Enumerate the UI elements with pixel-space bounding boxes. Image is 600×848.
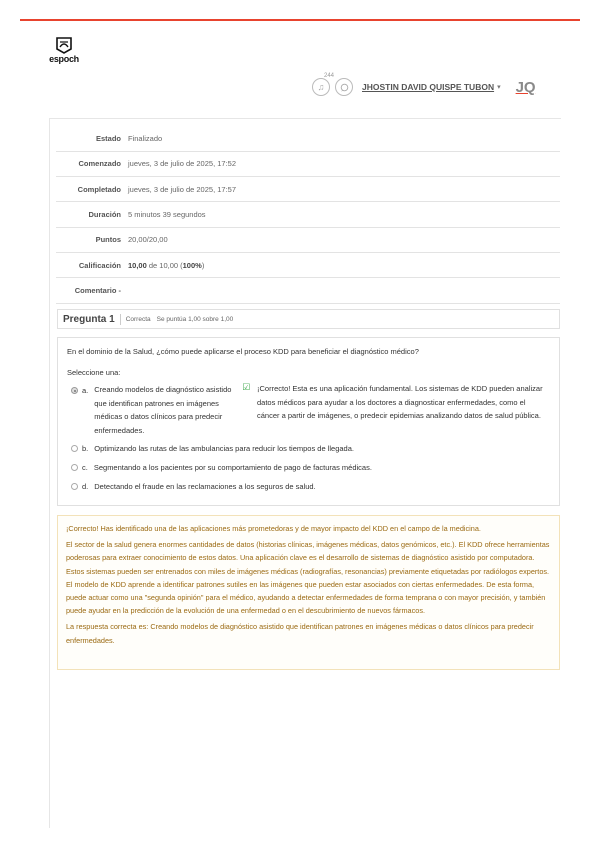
chat-icon: [340, 83, 349, 92]
summary-label: Calificación: [56, 252, 128, 277]
question-body: [57, 337, 560, 506]
summary-label: Duración: [56, 202, 128, 227]
option-text: Creando modelos de diagnóstico asistido que identifican patrones en imágenes médicas o datos clínicos para predecir enfermedades.: [94, 385, 232, 435]
question-number: Pregunta 1: [63, 313, 115, 325]
option-letter: c.: [82, 463, 88, 472]
divider: [120, 314, 121, 325]
summary-value: Finalizado: [128, 126, 560, 151]
grade-out-of: de 10,00 (: [146, 260, 183, 270]
summary-row-completado: [56, 177, 560, 202]
logo-text: espoch: [49, 54, 79, 64]
notifications-button[interactable]: [312, 73, 334, 96]
option-letter: d.: [82, 482, 89, 491]
bell-icon: ♫: [317, 82, 325, 92]
avatar[interactable]: JQ: [515, 78, 536, 96]
option-text: Detectando el fraude en las reclamaciones a los seguros de salud.: [94, 482, 316, 491]
answer-option-a[interactable]: [71, 382, 251, 437]
user-toolbar: [312, 73, 536, 97]
summary-label: Comenzado: [56, 151, 128, 176]
option-letter: b.: [82, 444, 89, 453]
summary-value: [128, 278, 560, 303]
question-grade: Se puntúa 1,00 sobre 1,00: [156, 315, 234, 323]
question-text: En el dominio de la Salud, ¿cómo puede aplicarse el proceso KDD para beneficiar el diagnóstico médico?: [67, 347, 419, 356]
summary-label: Estado: [56, 126, 128, 151]
answer-option-c[interactable]: [71, 463, 372, 472]
espoch-logo[interactable]: [48, 37, 80, 64]
general-feedback: [57, 515, 560, 670]
summary-table: [56, 126, 560, 304]
summary-label: Completado: [56, 177, 128, 202]
question-state: Correcta: [125, 315, 151, 323]
grade-value: 10,00: [128, 260, 147, 270]
answer-option-b[interactable]: [71, 444, 354, 453]
option-text: Segmentando a los pacientes por su comportamiento de pago de facturas médicas.: [93, 463, 372, 472]
check-circle-icon: ☑: [242, 382, 251, 392]
radio-button[interactable]: [71, 464, 78, 471]
feedback-paragraph: El sector de la salud genera enormes cantidades de datos (historias clínicas, imágenes médicas, datos genómicos, etc.). El KDD ofrece herramientas poderosas para extraer conocimiento de estos datos. Una aplicación clave es el desarrollo de sistemas de diagnóstico asistido por computadora. Estos sistemas pueden ser entrenados con miles de imágenes médicas (radiografías, resonancias) previamente etiquetadas por radiólogos expertos. El modelo de KDD aprende a identificar patrones sutiles en las imágenes que pueden estar asociados con ciertas enfermedades. De esta forma, puede actuar como una "segunda opinión" para el médico, ayudando a detectar enfermedades de forma temprana o con mayor precisión, y también puede ayudar en la predicción de la evolución de una enfermedad o en el descubrimiento de nuevos fármacos.: [66, 540, 550, 616]
summary-row-comentario: [56, 278, 560, 303]
option-text: Optimizando las rutas de las ambulancias para reducir los tiempos de llegada.: [94, 444, 354, 453]
summary-value: 5 minutos 39 segundos: [128, 202, 560, 227]
summary-value: jueves, 3 de julio de 2025, 17:52: [128, 151, 560, 176]
summary-label: Puntos: [56, 227, 128, 252]
select-prompt: Seleccione una:: [67, 368, 121, 377]
user-menu-name[interactable]: JHOSTIN DAVID QUISPE TUBON: [362, 82, 495, 92]
summary-value: 20,00/20,00: [128, 227, 560, 252]
logo-icon: [55, 37, 73, 54]
notification-count-badge: 244: [323, 73, 334, 79]
grade-percent: 100%: [182, 260, 202, 270]
radio-button[interactable]: [71, 445, 78, 452]
grade-close: ): [201, 260, 205, 270]
radio-button[interactable]: [71, 483, 78, 490]
messages-button[interactable]: [335, 78, 353, 96]
top-accent-bar: [20, 19, 580, 21]
summary-label: Comentario -: [56, 278, 128, 303]
option-feedback: ¡Correcto! Esta es una aplicación fundamental. Los sistemas de KDD pueden analizar datos médicos para ayudar a los doctores a diagnosticar enfermedades, como el cáncer a partir de imágenes, o predecir epidemias analizando datos de salud pública.: [257, 384, 543, 420]
option-letter: a.: [82, 386, 89, 395]
chevron-down-icon[interactable]: ▾: [497, 84, 501, 91]
summary-row-estado: [56, 126, 560, 151]
summary-value: jueves, 3 de julio de 2025, 17:57: [128, 177, 560, 202]
correct-answer-text: La respuesta correcta es: Creando modelos de diagnóstico asistido que identifican patrones en imágenes médicas o datos clínicos para predecir enfermedades.: [66, 622, 534, 645]
feedback-paragraph: ¡Correcto! Has identificado una de las aplicaciones más prometedoras y de mayor impacto del KDD en el campo de la medicina.: [66, 524, 481, 533]
question-header: [57, 309, 560, 329]
attempt-summary: [56, 126, 560, 304]
radio-button[interactable]: [71, 387, 78, 394]
summary-row-comenzado: [56, 151, 560, 176]
answer-option-d[interactable]: [71, 482, 316, 491]
summary-value: [128, 252, 560, 277]
summary-row-calificacion: [56, 252, 560, 277]
summary-row-duracion: [56, 202, 560, 227]
summary-row-puntos: [56, 227, 560, 252]
